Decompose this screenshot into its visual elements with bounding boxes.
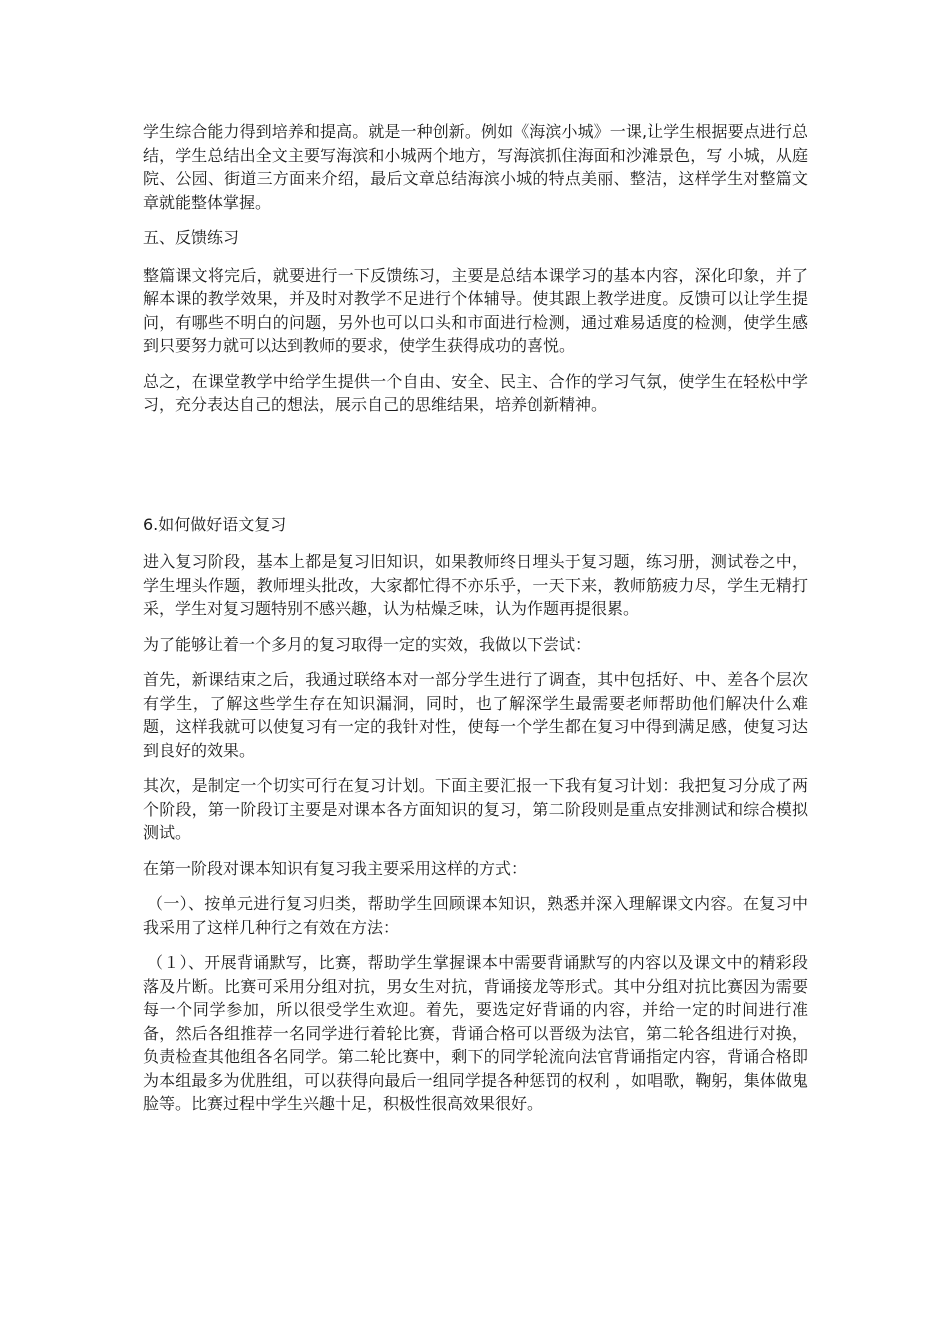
paragraph-summary-creativity: 学生综合能力得到培养和提高。就是一种创新。例如《海滨小城》一课,让学生根据要点进行总结，学生总结出全文主要写海滨和小城两个地方，写海滨抓住海面和沙滩景色，写 小城，从庭院、公园、街道三方面来介绍，最后文章总结海滨小城的特点美丽、整洁，这样学生对整篇文章就能整体掌握。 xyxy=(143,122,808,212)
paragraph-review-recitation: （１）、开展背诵默写，比赛，帮助学生掌握课本中需要背诵默写的内容以及课文中的精彩段落及片断。比赛可采用分组对抗，男女生对抗，背诵接龙等形式。其中分组对抗比赛因为需要每一个同学参加，所以很受学生欢迎。着先，要选定好背诵的内容，并给一定的时间进行准备，然后各组推荐一名同学进行着轮比赛，背诵合格可以晋级为法官，第二轮各组进行对换，负责检查其他组各名同学。第二轮比赛中，剩下的同学轮流向法官背诵指定内容，背诵合格即为本组最多为优胜组，可以获得向最后一组同学提各种惩罚的权利 ，如唱歌，鞠躬，集体做鬼脸等。比赛过程中学生兴趣十足，积极性很高效果很好。 xyxy=(143,953,808,1113)
paragraph-review-first: 首先，新课结束之后，我通过联络本对一部分学生进行了调查，其中包括好、中、差各个层次有学生，了解这些学生存在知识漏洞，同时，也了解深学生最需要老师帮助他们解决什么难题，这样我就可以使复习有一定的我针对性，使每一个学生都在复习中得到满足感，使复习达到良好的效果。 xyxy=(143,670,808,760)
section-heading-feedback: 五、反馈练习 xyxy=(143,228,240,247)
paragraph-conclusion: 总之，在课堂教学中给学生提供一个自由、安全、民主、合作的学习气氛，使学生在轻松中学习，充分表达自己的想法，展示自己的思维结果，培养创新精神。 xyxy=(143,371,808,414)
paragraph-review-unit-method: （一）、按单元进行复习归类，帮助学生回顾课本知识，熟悉并深入理解课文内容。在复习中我采用了这样几种行之有效在方法： xyxy=(143,894,808,937)
paragraph-review-attempt: 为了能够让着一个多月的复习取得一定的实效，我做以下尝试： xyxy=(143,634,592,654)
paragraph-review-intro: 进入复习阶段，基本上都是复习旧知识，如果教师终日埋头于复习题，练习册，测试卷之中，学生埋头作题，教师埋头批改，大家都忙得不亦乐乎，一天下来，教师筋疲力尽，学生无精打采，学生对复习题特别不感兴趣，认为枯燥乏味，认为作题再提很累。 xyxy=(143,552,808,618)
paragraph-feedback-practice: 整篇课文将完后，就要进行一下反馈练习，主要是总结本课学习的基本内容，深化印象，并了解本课的教学效果，并及时对教学不足进行个体辅导。使其跟上教学进度。反馈可以让学生提问，有哪些不明白的问题，另外也可以口头和市面进行检测，通过难易适度的检测，使学生感到只要努力就可以达到教师的要求，使学生获得成功的喜悦。 xyxy=(143,265,808,355)
paragraph-review-second: 其次，是制定一个切实可行在复习计划。下面主要汇报一下我有复习计划：我把复习分成了两个阶段，第一阶段订主要是对课本各方面知识的复习，第二阶段则是重点安排测试和综合模拟测试。 xyxy=(143,776,808,842)
document-page xyxy=(143,120,808,1128)
paragraph-review-stage-one: 在第一阶段对课本知识有复习我主要采用这样的方式： xyxy=(143,858,528,878)
section-divider-space xyxy=(143,429,808,513)
section-heading-review: 6.如何做好语文复习 xyxy=(143,514,287,534)
